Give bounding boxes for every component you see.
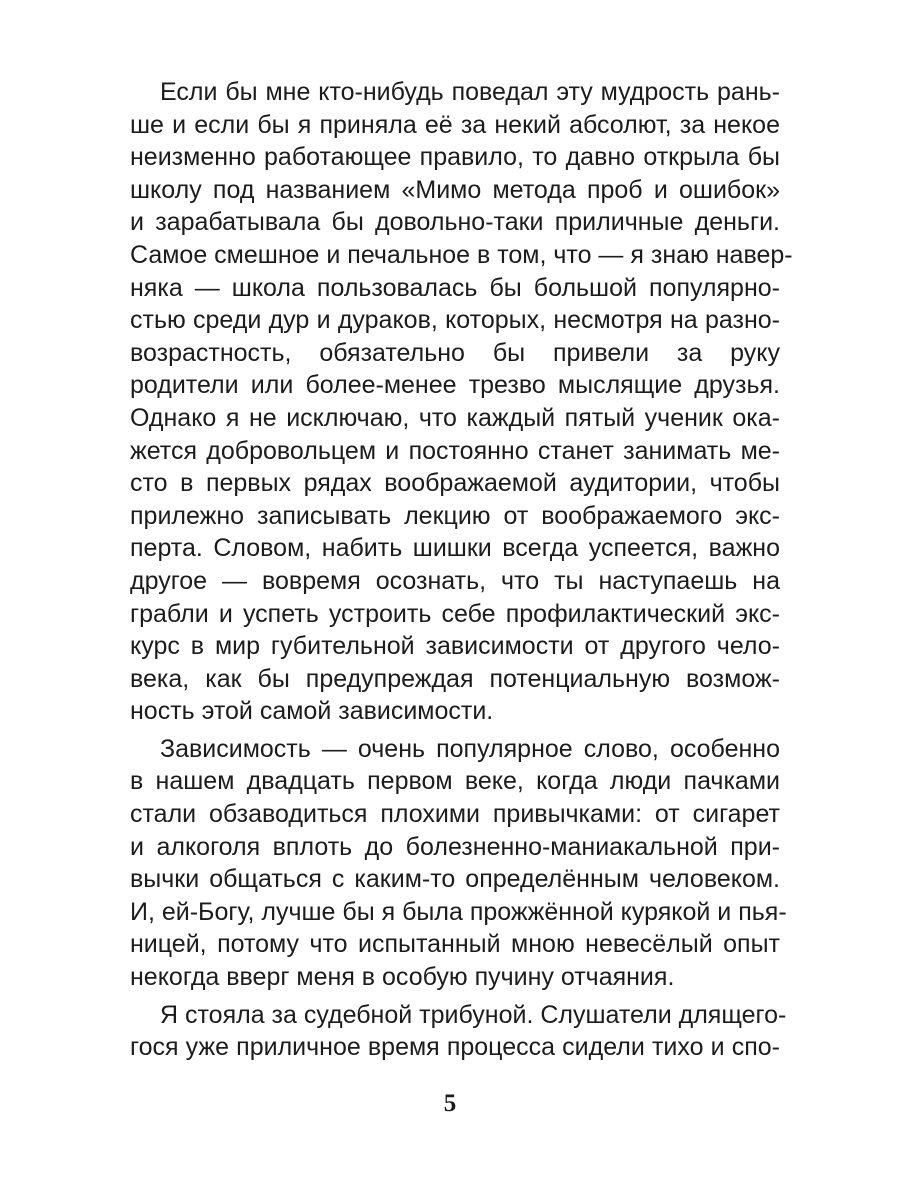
text-line: грабли и успеть устроить себе профилактический экс- (130, 599, 780, 628)
text-line: прилежно записывать лекцию от воображаемого экс- (130, 501, 780, 530)
text-line: другое — вовремя осознать, что ты наступаешь на (130, 566, 780, 595)
text-line: стью среди дур и дураков, которых, несмотря на разно- (130, 306, 780, 335)
text-line: сто в первых рядах воображаемой аудитории, чтобы (130, 469, 780, 498)
text-line: ше и если бы я приняла её за некий абсолют, за некое (130, 110, 780, 139)
text-line: и зарабатывала бы довольно-таки приличные деньги. (130, 208, 780, 237)
body-text (130, 76, 793, 1064)
text-line: И, ей-Богу, лучше бы я была прожжённой курякой и пья- (130, 897, 787, 926)
text-line: Я стояла за судебной трибуной. Слушатели длящего- (160, 1000, 787, 1029)
text-line: Самое смешное и печальное в том, что — я знаю навер- (130, 240, 793, 269)
text-line: Однако я не исключаю, что каждый пятый ученик ока- (130, 403, 780, 432)
text-line: ность этой самой зависимости. (130, 697, 494, 726)
text-line: жется добровольцем и постоянно станет занимать ме- (130, 436, 780, 465)
text-line: ницей, потому что испытанный мною невесёлый опыт (130, 930, 780, 959)
text-line: некогда вверг меня в особую пучину отчаяния. (130, 963, 675, 992)
text-line: родители или более-менее трезво мыслящие друзья. (130, 371, 780, 400)
text-line: гося уже приличное время процесса сидели тихо и спо- (130, 1033, 780, 1062)
text-line: и алкоголя вплоть до болезненно-маниакальной при- (130, 832, 780, 861)
page-number: 5 (443, 1090, 457, 1117)
text-line: в нашем двадцать первом веке, когда люди пачками (130, 767, 780, 796)
text-line: века, как бы предупреждая потенциальную возмож- (130, 664, 780, 693)
text-line: курс в мир губительной зависимости от другого чело- (130, 632, 780, 661)
text-line: возрастность, обязательно бы привели за руку (130, 338, 780, 367)
text-line: Если бы мне кто-нибудь поведал эту мудрость рань- (160, 78, 780, 106)
paragraph (130, 999, 787, 1064)
text-line: неизменно работающее правило, то давно открыла бы (130, 143, 780, 172)
text-line: вычки общаться с каким-то определённым человеком. (130, 865, 780, 894)
paragraph (130, 733, 787, 994)
text-line: перта. Словом, набить шишки всегда успеется, важно (130, 534, 780, 563)
text-line: школу под названием «Мимо метода проб и ошибок» (130, 175, 780, 204)
text-line: Зависимость — очень популярное слово, особенно (160, 734, 780, 763)
text-line: няка — школа пользовалась бы большой популярно- (130, 273, 780, 302)
paragraph (130, 76, 793, 728)
text-line: стали обзаводиться плохими привычками: от сигарет (130, 800, 780, 829)
